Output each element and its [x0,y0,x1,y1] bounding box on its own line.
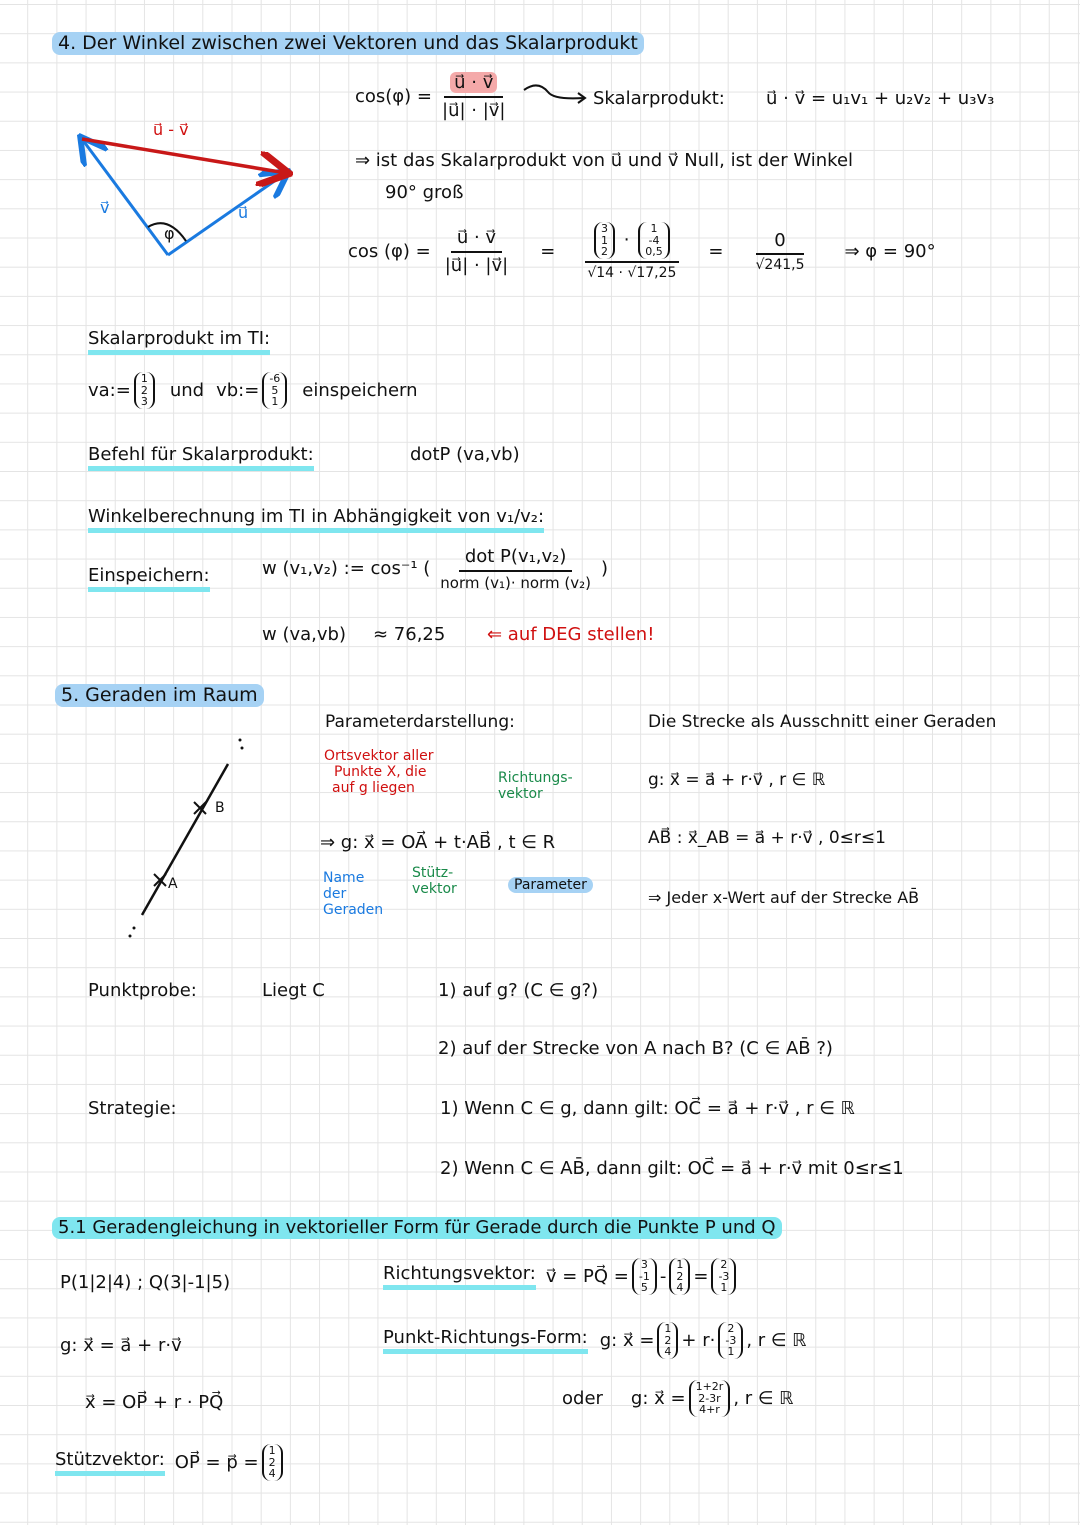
minus-operator: - [659,1265,667,1287]
vector-entry: 4 [676,1281,684,1295]
note-line: Punkte X, die [334,764,427,781]
vector-entry: 1 [727,1345,735,1359]
orthogonality-statement: ⇒ ist das Skalarprodukt von u⃗ und v⃗ Null, ist der Winkel [355,150,854,171]
numerator: 0 [756,230,803,256]
vector-entry: 5 [640,1281,648,1295]
denominator: √14 · √17,25 [587,264,677,281]
cosine-formula [355,72,516,121]
vector-entry: 1 [650,222,658,235]
point-b-label: B [215,800,225,816]
denominator: |u⃗| · |v⃗| [444,254,509,276]
scalar-product-label: Skalarprodukt: [593,88,725,109]
vector-u-arrow [168,173,286,255]
line-g [142,764,228,915]
denominator: norm (v₁)· norm (v₂) [440,573,591,592]
parameter-heading: Parameterdarstellung: [325,712,515,732]
vector-entry: 1 [720,1281,728,1295]
vector-v-arrow [82,139,168,255]
line-diagram [110,730,260,945]
segment-heading: Die Strecke als Ausschnitt einer Geraden [648,712,997,732]
point-direction-form [383,1322,807,1359]
strategy-1: 1) Wenn C ∈ g, dann gilt: OC⃗ = a⃗ + r·v⃗ , r ∈ ℝ [440,1098,855,1119]
equals-sign: = [540,240,556,262]
vector-entry: 2 [676,1269,684,1283]
angle-result: ⇒ φ = 90° [844,240,936,262]
fraction [434,546,597,592]
vector-entry: -3 [725,1333,737,1347]
vector-triangle-diagram [60,115,320,275]
vector-entry: 2-3r [698,1391,721,1405]
vector-entry: 2 [664,1333,672,1347]
numerator: u⃗ · v⃗ [451,227,502,253]
point-test-label: Punktprobe: [88,980,197,1001]
richtung-note [498,770,573,802]
stuetz-note [412,865,457,897]
va-label: va:= [88,379,131,401]
section-5-1-title: 5.1 Geradengleichung in vektorieller Form für Gerade durch die Punkte P und Q [52,1217,782,1239]
ti-store-vectors [88,372,418,409]
vector-entry: 1 [601,233,608,247]
vector-entry: 1+2r [695,1380,724,1393]
point-direction-label: Punkt-Richtungs-Form: [383,1327,588,1354]
numerator: dot P(v₁,v₂) [459,546,573,572]
vector-difference-arrow [82,139,286,173]
dot-operator: · [623,229,630,251]
note-line: Name [323,870,365,886]
line-lhs: g: x⃗ = [599,1329,655,1351]
vector-entry: -1 [638,1269,650,1283]
column-vector [262,1444,283,1481]
vector-entry: 1 [140,372,148,385]
equals-sign: = [708,240,724,262]
support-vector-label: Stützvektor: [55,1449,165,1476]
vector-entry: 1 [268,1444,276,1457]
vector-entry: 2 [720,1258,728,1271]
parameter-domain: , r ∈ ℝ [733,1387,794,1409]
function-lhs: w (v₁,v₂) := cos⁻¹ ( [262,558,431,579]
parameter-domain: , r ∈ ℝ [746,1329,807,1351]
x-equation: x⃗ = OP⃗ + r · PQ⃗ [85,1392,224,1413]
column-vector [134,372,155,409]
name-note [323,870,383,918]
scalar-product-definition: u⃗ · v⃗ = u₁v₁ + u₂v₂ + u₃v₃ [766,88,995,109]
vector-entry: 1 [664,1322,672,1335]
numerator [444,72,503,98]
note-line: der [323,886,347,903]
column-vector [262,372,287,409]
vector-entry: 3 [601,222,608,235]
deg-mode-hint: ⇐ auf DEG stellen! [487,624,655,645]
direction-vector-label: Richtungsvektor: [383,1263,536,1290]
dot-product-highlight: u⃗ · v⃗ [450,72,497,93]
vector-entry: -4 [648,233,660,247]
denominator: √241,5 [755,257,805,274]
ortsvektor-note [324,748,434,796]
numerator [585,222,679,263]
point-test-question: Liegt C [262,980,325,1001]
note-line: Ortsvektor aller [324,748,434,764]
note-line: auf g liegen [332,780,415,797]
column-vector [657,1322,678,1359]
vector-entry: 4 [664,1345,672,1359]
vector-entry: 2 [727,1322,735,1335]
angle-calc-heading: Winkelberechnung im TI in Abhängigkeit von v₁/v₂: [88,506,544,533]
vector-entry: 3 [140,395,148,409]
ti-heading: Skalarprodukt im TI: [88,328,270,355]
u-label: u⃗ [238,203,249,222]
note-line: Geraden [323,902,384,919]
line-lhs: g: x⃗ = [630,1387,686,1409]
support-vector-eq: OP⃗ = p⃗ = [174,1451,259,1473]
vector-entry: -3 [718,1269,730,1283]
angle-label: φ [164,224,175,243]
direction-vector-calc [383,1258,739,1295]
column-vector [711,1258,736,1295]
column-vector [669,1258,690,1295]
component-form [562,1380,794,1417]
vector-entry: 2 [268,1455,276,1469]
vector-entry: -6 [269,372,281,385]
vector-entry: 1 [271,395,279,409]
store-label: Einspeichern: [88,565,210,592]
fraction [436,72,511,121]
vb-label: vb:= [216,379,260,401]
formula-lhs: cos(φ) = [355,85,433,107]
vector-entry: 2 [601,245,608,259]
dotp-command: dotP (va,vb) [410,444,520,465]
store-text: einspeichern [302,379,418,401]
and-text: und [169,379,205,401]
section-4-title: 4. Der Winkel zwischen zwei Vektoren und das Skalarprodukt [52,32,644,55]
column-vector [689,1380,731,1417]
command-label: Befehl für Skalarprodukt: [88,444,314,471]
equals-sign: = [693,1265,709,1287]
general-line-equation: g: x⃗ = a⃗ + r·v⃗ [60,1335,182,1356]
note-line: vektor [412,881,457,898]
approx-result: ≈ 76,25 [373,624,446,645]
point-a-label: A [168,876,178,892]
vector-entry: 4+r [699,1403,720,1417]
difference-label: u⃗ - v⃗ [153,120,189,139]
curved-arrow-icon [522,80,592,106]
note-line: Richtungs- [498,770,573,786]
denominator: |u⃗| · |v⃗| [442,99,506,121]
point-test-q2: 2) auf der Strecke von A nach B? (C ∈ AB̄ ?) [438,1038,833,1059]
closing-paren: ) [600,558,608,579]
fraction [750,230,811,274]
vector-entry: 2 [140,383,148,397]
strategy-2: 2) Wenn C ∈ AB̄, dann gilt: OC⃗ = a⃗ + r·v⃗ mit 0≤r≤1 [440,1158,904,1179]
formula-lhs: cos (φ) = [348,240,431,262]
column-vector [638,222,670,259]
angle-function-definition [262,546,608,592]
section-5-title: 5. Geraden im Raum [55,684,264,707]
segment-line-equation: g: x⃗ = a⃗ + r·v⃗ , r ∈ ℝ [648,770,826,790]
direction-vector-lhs: v⃗ = PQ⃗ = [545,1265,629,1287]
orthogonality-statement-end: 90° groß [385,182,464,203]
cosine-example [348,222,936,281]
line-parameter-equation: ⇒ g: x⃗ = OA⃗ + t·AB⃗ , t ∈ R [320,832,556,853]
vector-entry: 5 [271,383,279,397]
support-vector [55,1444,286,1481]
note-line: vektor [498,786,543,803]
point-test-q1: 1) auf g? (C ∈ g?) [438,980,599,1001]
column-vector [718,1322,743,1359]
plus-r: + r· [681,1329,716,1351]
segment-equation: AB⃗ : x⃗_AB = a⃗ + r·v⃗ , 0≤r≤1 [648,828,886,848]
points-p-q: P(1|2|4) ; Q(3|-1|5) [60,1272,231,1293]
vector-entry: 3 [640,1258,648,1271]
strategy-label: Strategie: [88,1098,177,1119]
vector-entry: 0,5 [645,245,663,259]
fraction [581,222,682,281]
vector-entry: 1 [676,1258,684,1271]
column-vector [594,222,615,259]
or-text: oder [562,1387,603,1409]
segment-conclusion: ⇒ Jeder x-Wert auf der Strecke AB̄ [648,888,920,907]
parameter-note: Parameter [508,877,593,893]
column-vector [632,1258,657,1295]
function-call: w (va,vb) [262,624,346,645]
fraction [439,227,514,276]
v-label: v⃗ [100,198,110,217]
note-line: Stütz- [412,865,454,881]
vector-entry: 4 [268,1467,276,1481]
